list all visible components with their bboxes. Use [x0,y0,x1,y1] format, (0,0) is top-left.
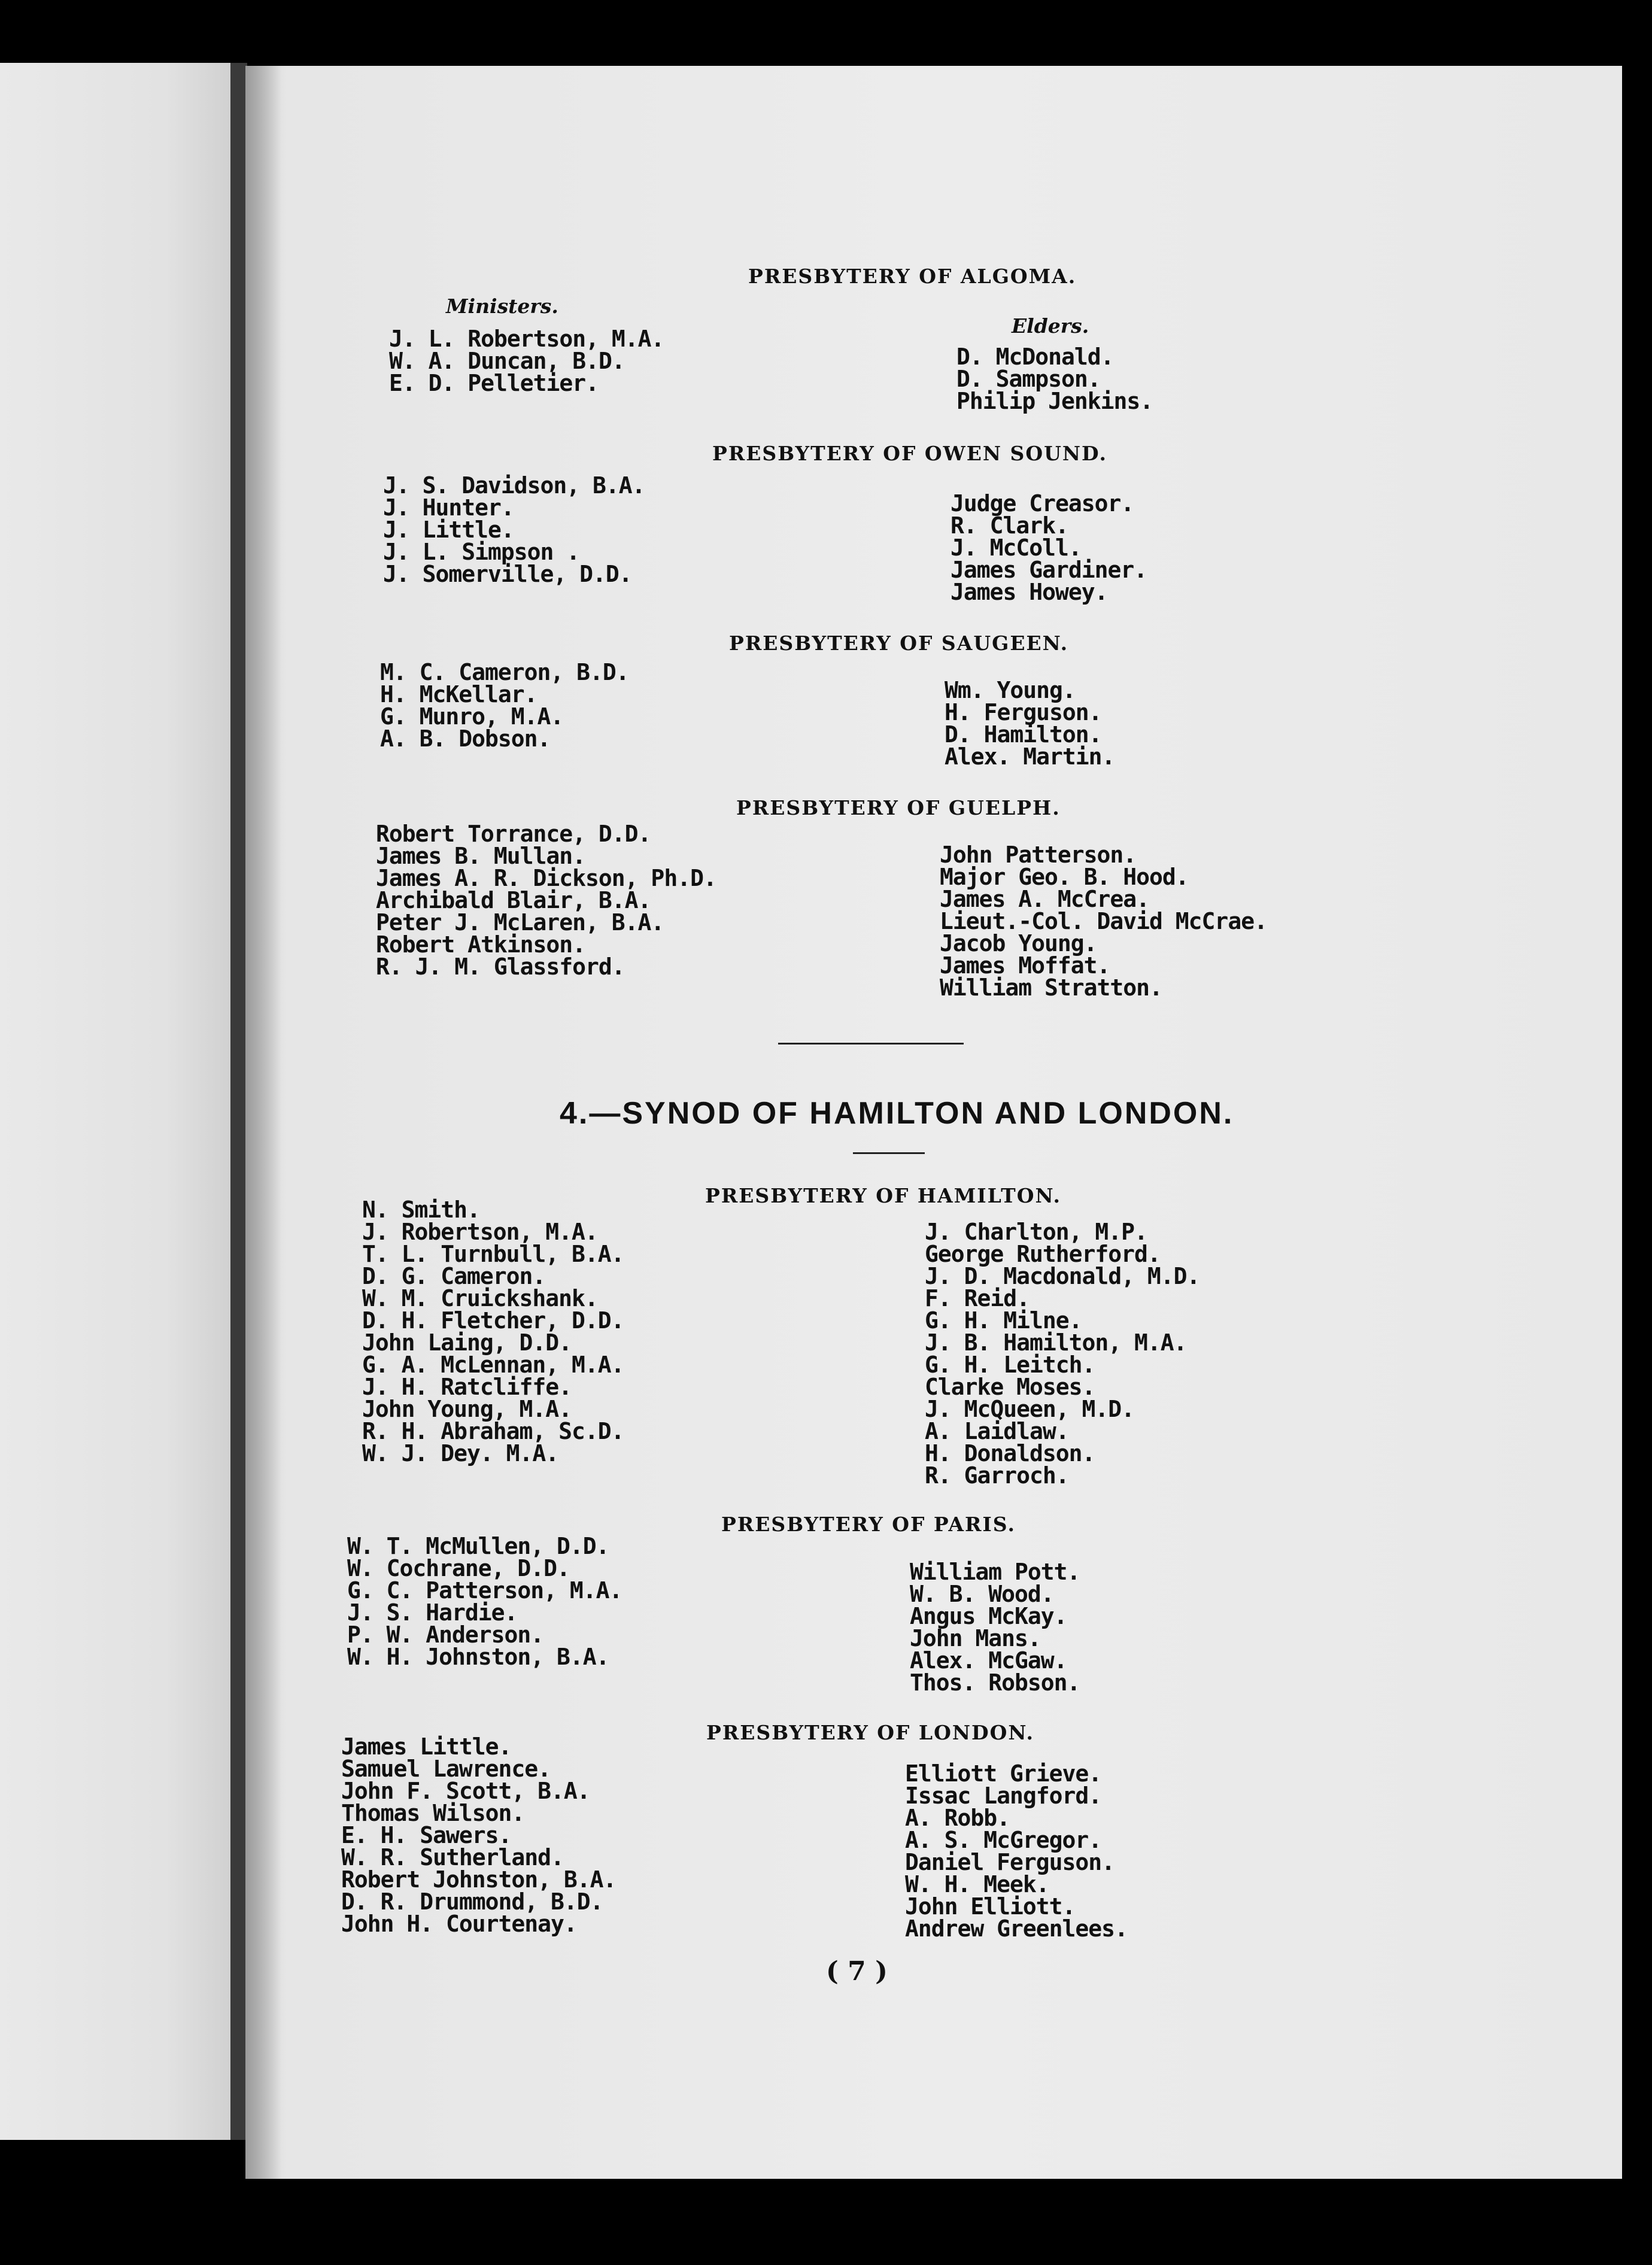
list-item: G. Munro, M.A. [380,703,564,730]
list-item: J. H. Ratcliffe. [362,1374,572,1400]
presbytery-paris-heading: PRESBYTERY OF PARIS. [721,1513,1016,1536]
algoma-elders-list [956,346,1153,412]
list-item: Clarke Moses. [925,1374,1095,1400]
list-item: Robert Atkinson. [376,931,586,958]
list-item: Elliott Grieve. [905,1760,1102,1787]
list-item: A. S. McGregor. [905,1827,1102,1853]
list-item: D. Sampson. [956,366,1101,392]
elders-label: Elders. [1012,314,1089,338]
owen-sound-ministers-list [383,472,645,587]
list-item: D. R. Drummond, B.D. [341,1888,603,1915]
list-item: J. S. Hardie. [347,1599,518,1626]
list-item: J. Hunter. [383,494,514,521]
list-item: Angus McKay. [910,1603,1067,1629]
list-item: William Pott. [910,1559,1080,1585]
saugeen-ministers-list [380,661,629,750]
list-item: W. Cochrane, D.D. [347,1555,570,1581]
list-item: James Little. [341,1733,512,1760]
hamilton-elders-list [925,1221,1199,1487]
list-item: Philip Jenkins. [956,388,1153,414]
left-page-edge [230,63,247,2140]
presbytery-london-heading: PRESBYTERY OF LONDON. [706,1721,1034,1744]
list-item: James Howey. [950,579,1108,605]
list-item: W. H. Johnston, B.A. [347,1644,609,1670]
list-item: John H. Courtenay. [341,1911,577,1937]
list-item: William Stratton. [940,974,1162,1001]
london-elders-list [905,1760,1128,1942]
list-item: W. T. McMullen, D.D. [347,1533,609,1559]
list-item: Judge Creasor. [950,490,1134,517]
presbytery-hamilton-heading: PRESBYTERY OF HAMILTON. [705,1184,1062,1207]
list-item: J. Somerville, D.D. [383,561,632,587]
list-item: J. S. Davidson, B.A. [383,472,645,499]
list-item: Peter J. McLaren, B.A. [376,909,664,936]
guelph-elders-list [940,844,1267,999]
page-gutter-shadow [245,66,281,2179]
guelph-ministers-list [376,823,716,978]
list-item: Archibald Blair, B.A. [376,887,651,913]
list-item: Robert Johnston, B.A. [341,1866,617,1893]
list-item: M. C. Cameron, B.D. [380,659,629,685]
list-item: John Laing, D.D. [362,1329,572,1356]
list-item: J. L. Robertson, M.A. [389,326,664,352]
list-item: G. H. Leitch. [925,1352,1095,1378]
list-item: R. J. M. Glassford. [376,954,625,980]
list-item: Alex. McGaw. [910,1647,1067,1674]
list-item: G. H. Milne. [925,1307,1082,1334]
london-ministers-list [341,1733,617,1937]
list-item: James A. R. Dickson, Ph.D. [376,865,716,891]
algoma-ministers-list [389,328,664,394]
list-item: W. R. Sutherland. [341,1844,564,1871]
list-item: D. Hamilton. [945,721,1102,748]
list-item: John Young, M.A. [362,1396,572,1422]
presbytery-algoma-heading: PRESBYTERY OF ALGOMA. [748,265,1077,288]
list-item: R. H. Abraham, Sc.D. [362,1418,624,1444]
list-item: Thos. Robson. [910,1669,1080,1696]
paris-elders-list [910,1561,1080,1694]
list-item: A. Laidlaw. [925,1418,1069,1444]
list-item: Alex. Martin. [945,743,1115,770]
owen-sound-elders-list [950,490,1147,605]
list-item: W. H. Meek. [905,1871,1049,1897]
list-item: D. H. Fletcher, D.D. [362,1307,624,1334]
list-item: W. A. Duncan, B.D. [389,348,625,374]
list-item: J. Robertson, M.A. [362,1219,598,1245]
list-item: W. M. Cruickshank. [362,1285,598,1311]
list-item: G. A. McLennan, M.A. [362,1352,624,1378]
list-item: E. H. Sawers. [341,1822,512,1848]
list-item: R. Garroch. [925,1462,1069,1489]
list-item: J. McColl. [950,535,1082,561]
page-number: ( 7 ) [826,1956,888,1987]
list-item: E. D. Pelletier. [389,370,599,396]
saugeen-elders-list [945,679,1115,768]
list-item: Lieut.-Col. David McCrae. [940,908,1267,934]
hamilton-ministers-list [362,1199,624,1465]
list-item: Samuel Lawrence. [341,1756,551,1782]
list-item: J. D. Macdonald, M.D. [925,1263,1200,1289]
list-item: H. Donaldson. [925,1440,1095,1467]
list-item: A. B. Dobson. [380,725,551,752]
synod-title-underline [853,1152,925,1154]
list-item: A. Robb. [905,1805,1010,1831]
list-item: Major Geo. B. Hood. [940,864,1189,890]
list-item: G. C. Patterson, M.A. [347,1577,622,1604]
left-page [0,63,236,2140]
list-item: Andrew Greenlees. [905,1915,1128,1942]
presbytery-owen-sound-heading: PRESBYTERY OF OWEN SOUND. [712,442,1107,465]
list-item: James Gardiner. [950,557,1147,583]
list-item: J. L. Simpson . [383,539,580,565]
list-item: Jacob Young. [940,930,1097,957]
list-item: John Mans. [910,1625,1041,1651]
list-item: James Moffat. [940,952,1110,979]
ministers-label: Ministers. [446,294,558,318]
list-item: H. Ferguson. [945,699,1102,725]
list-item: N. Smith. [362,1197,480,1223]
list-item: Issac Langford. [905,1783,1102,1809]
list-item: Daniel Ferguson. [905,1849,1115,1875]
section-divider-rule [778,1043,964,1045]
list-item: J. Little. [383,517,514,543]
list-item: John Patterson. [940,842,1137,868]
list-item: James A. McCrea. [940,886,1150,912]
list-item: Robert Torrance, D.D. [376,821,651,847]
list-item: H. McKellar. [380,681,537,708]
list-item: D. G. Cameron. [362,1263,546,1289]
list-item: J. McQueen, M.D. [925,1396,1135,1422]
list-item: R. Clark. [950,512,1068,539]
presbytery-saugeen-heading: PRESBYTERY OF SAUGEEN. [729,631,1069,655]
list-item: F. Reid. [925,1285,1030,1311]
list-item: John F. Scott, B.A. [341,1778,590,1804]
list-item: T. L. Turnbull, B.A. [362,1241,624,1267]
list-item: P. W. Anderson. [347,1622,544,1648]
list-item: George Rutherford. [925,1241,1161,1267]
list-item: J. Charlton, M.P. [925,1219,1147,1245]
list-item: Wm. Young. [945,677,1076,703]
list-item: Thomas Wilson. [341,1800,525,1826]
list-item: John Elliott. [905,1893,1076,1920]
list-item: D. McDonald. [956,344,1114,370]
list-item: W. B. Wood. [910,1581,1054,1607]
list-item: W. J. Dey. M.A. [362,1440,559,1467]
synod-title: 4.—SYNOD OF HAMILTON AND LONDON. [560,1096,1234,1131]
list-item: J. B. Hamilton, M.A. [925,1329,1187,1356]
paris-ministers-list [347,1535,622,1668]
list-item: James B. Mullan. [376,843,586,869]
presbytery-guelph-heading: PRESBYTERY OF GUELPH. [736,796,1061,819]
